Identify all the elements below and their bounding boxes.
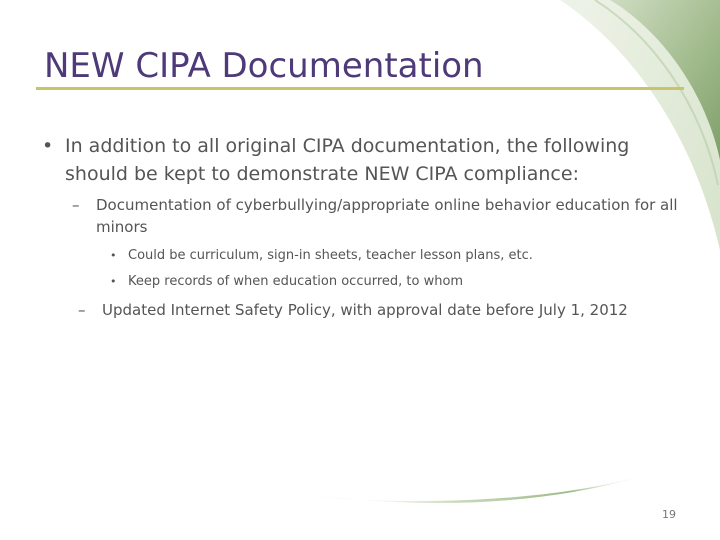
title-underline-rule bbox=[36, 87, 684, 90]
bullet-text: Documentation of cyberbullying/appropriate online behavior education for all minors bbox=[96, 196, 678, 236]
bullet-level-2 bbox=[78, 299, 693, 321]
bullet-level-3 bbox=[110, 273, 670, 291]
page-number: 19 bbox=[662, 508, 676, 521]
bullet-marker: • bbox=[110, 275, 117, 288]
bullet-level-1 bbox=[42, 132, 672, 188]
bottom-swoosh bbox=[300, 470, 660, 503]
bullet-text: In addition to all original CIPA documentation, the following should be kept to demonstrate NEW CIPA compliance: bbox=[65, 135, 630, 185]
bullet-text: Keep records of when education occurred, to whom bbox=[128, 274, 464, 289]
bullet-marker: • bbox=[42, 135, 54, 157]
slide-title: NEW CIPA Documentation bbox=[44, 46, 484, 86]
bullet-marker: • bbox=[110, 249, 117, 262]
bullet-level-2 bbox=[72, 194, 687, 238]
dash-marker: – bbox=[78, 301, 86, 319]
dash-marker: – bbox=[72, 196, 80, 214]
bullet-level-3 bbox=[110, 247, 670, 265]
bullet-text: Could be curriculum, sign-in sheets, teacher lesson plans, etc. bbox=[128, 248, 533, 263]
bullet-text: Updated Internet Safety Policy, with approval date before July 1, 2012 bbox=[102, 301, 628, 319]
